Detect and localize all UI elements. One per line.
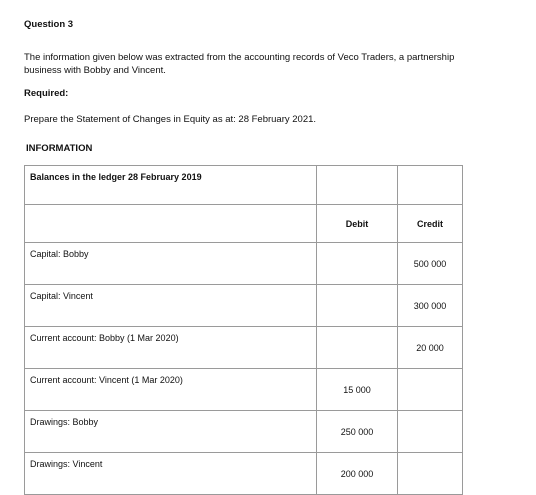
row-debit — [317, 285, 398, 327]
table-title-empty-credit — [398, 166, 463, 205]
header-credit: Credit — [398, 205, 463, 243]
row-label: Current account: Bobby (1 Mar 2020) — [25, 327, 317, 369]
row-label: Capital: Vincent — [25, 285, 317, 327]
row-credit: 300 000 — [398, 285, 463, 327]
row-credit — [398, 369, 463, 411]
row-debit: 200 000 — [317, 453, 398, 495]
table-row — [25, 453, 463, 495]
table-title: Balances in the ledger 28 February 2019 — [25, 166, 317, 205]
table-title-row — [25, 166, 463, 205]
row-credit: 20 000 — [398, 327, 463, 369]
table-row — [25, 243, 463, 285]
intro-line-2: business with Bobby and Vincent. — [24, 65, 166, 76]
row-label: Capital: Bobby — [25, 243, 317, 285]
table-title-empty-debit — [317, 166, 398, 205]
table-row — [25, 369, 463, 411]
row-debit: 15 000 — [317, 369, 398, 411]
required-label: Required: — [24, 88, 69, 99]
information-heading: INFORMATION — [26, 143, 93, 154]
ledger-balances-table — [24, 165, 463, 495]
row-label: Drawings: Vincent — [25, 453, 317, 495]
row-credit: 500 000 — [398, 243, 463, 285]
table-row — [25, 285, 463, 327]
table-row — [25, 327, 463, 369]
row-label: Drawings: Bobby — [25, 411, 317, 453]
row-debit: 250 000 — [317, 411, 398, 453]
instruction-text: Prepare the Statement of Changes in Equity as at: 28 February 2021. — [24, 114, 317, 125]
row-credit — [398, 453, 463, 495]
row-credit — [398, 411, 463, 453]
intro-line-1: The information given below was extracted from the accounting records of Veco Traders, a partnership — [24, 52, 455, 63]
row-label: Current account: Vincent (1 Mar 2020) — [25, 369, 317, 411]
table-header-row — [25, 205, 463, 243]
header-empty-cell — [25, 205, 317, 243]
row-debit — [317, 243, 398, 285]
header-debit: Debit — [317, 205, 398, 243]
table-row — [25, 411, 463, 453]
question-title: Question 3 — [24, 19, 74, 30]
row-debit — [317, 327, 398, 369]
